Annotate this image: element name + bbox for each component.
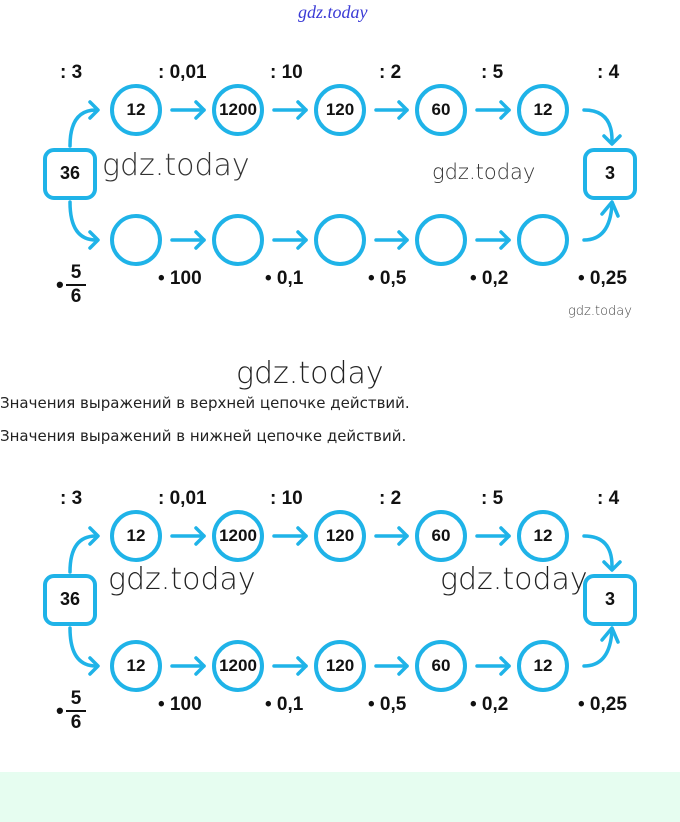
d2-top-value-2: 120	[325, 526, 355, 545]
watermark-d2-left: gdz.today	[108, 562, 256, 597]
d1-fraction-dot: •	[56, 272, 64, 297]
d2-fraction-dot: •	[56, 698, 64, 723]
d2-bottom-op-3: • 0,2	[470, 694, 509, 715]
d2-fraction-numerator: 5	[70, 688, 82, 709]
d1-top-op-5: : 4	[597, 62, 620, 83]
bottom-band	[0, 772, 680, 822]
watermark-d2-right: gdz.today	[440, 562, 588, 597]
d1-bottom-op-3: • 0,2	[470, 268, 509, 289]
d2-bottom-value-4: 12	[533, 656, 553, 675]
d1-top-value-2: 120	[325, 100, 355, 119]
d1-bottom-op-4: • 0,25	[578, 268, 627, 289]
d2-top-value-0: 12	[126, 526, 146, 545]
d2-top-value-3: 60	[431, 526, 451, 545]
d1-bottom-node-4	[519, 216, 567, 264]
d1-bottom-node-3	[417, 216, 465, 264]
d2-bottom-op-0: • 100	[158, 694, 202, 715]
chain-diagram-2	[0, 486, 680, 756]
d1-end-value: 3	[604, 163, 615, 183]
d2-top-value-1: 1200	[219, 526, 257, 545]
d2-start-value: 36	[59, 589, 81, 609]
text-line-upper-chain: Значения выражений в верхней цепочке действий.	[0, 394, 410, 412]
d2-top-op-5: : 4	[597, 488, 620, 509]
d2-bottom-op-2: • 0,5	[368, 694, 407, 715]
d1-bottom-op-2: • 0,5	[368, 268, 407, 289]
d2-top-op-1: : 0,01	[158, 488, 207, 509]
d1-top-value-4: 12	[533, 100, 553, 119]
watermark-d1-right: gdz.today	[432, 160, 536, 184]
d2-bottom-value-2: 120	[325, 656, 355, 675]
d1-fraction-numerator: 5	[70, 262, 82, 283]
d1-bottom-op-1: • 0,1	[265, 268, 304, 289]
d2-curve-end-top	[584, 536, 612, 566]
d2-bottom-op-4: • 0,25	[578, 694, 627, 715]
d1-fraction	[66, 263, 86, 307]
d2-bottom-value-3: 60	[431, 656, 451, 675]
d2-bottom-op-1: • 0,1	[265, 694, 304, 715]
d2-top-value-4: 12	[533, 526, 553, 545]
d1-bottom-node-0	[112, 216, 160, 264]
d1-top-op-1: : 0,01	[158, 62, 207, 83]
d2-bottom-value-1: 1200	[219, 656, 257, 675]
d2-top-op-3: : 2	[379, 488, 402, 509]
watermark-d1-left: gdz.today	[102, 148, 250, 183]
watermark-d1-small: gdz.today	[568, 304, 632, 319]
d2-top-op-0: : 3	[60, 488, 83, 509]
d2-top-op-4: : 5	[481, 488, 504, 509]
text-line-lower-chain: Значения выражений в нижней цепочке действий.	[0, 427, 407, 445]
d1-fraction-denominator: 6	[70, 286, 82, 307]
d2-fraction	[66, 689, 86, 733]
d1-top-op-3: : 2	[379, 62, 402, 83]
d1-top-value-0: 12	[126, 100, 146, 119]
d2-bottom-value-0: 12	[126, 656, 146, 675]
d1-top-value-3: 60	[431, 100, 451, 119]
d1-top-value-1: 1200	[219, 100, 257, 119]
d2-fraction-denominator: 6	[70, 712, 82, 733]
d1-bottom-node-1	[214, 216, 262, 264]
watermark-middle: gdz.today	[236, 356, 384, 391]
d1-bottom-op-0: • 100	[158, 268, 202, 289]
d1-top-op-2: : 10	[270, 62, 303, 83]
d1-top-op-0: : 3	[60, 62, 83, 83]
d1-start-value: 36	[59, 163, 81, 183]
d2-end-value: 3	[604, 589, 615, 609]
d2-top-op-2: : 10	[270, 488, 303, 509]
d1-curve-end-top	[584, 110, 612, 140]
d1-bottom-node-2	[316, 216, 364, 264]
d1-top-op-4: : 5	[481, 62, 504, 83]
watermark-top: gdz.today	[298, 2, 368, 22]
chain-diagram-1	[0, 60, 680, 330]
